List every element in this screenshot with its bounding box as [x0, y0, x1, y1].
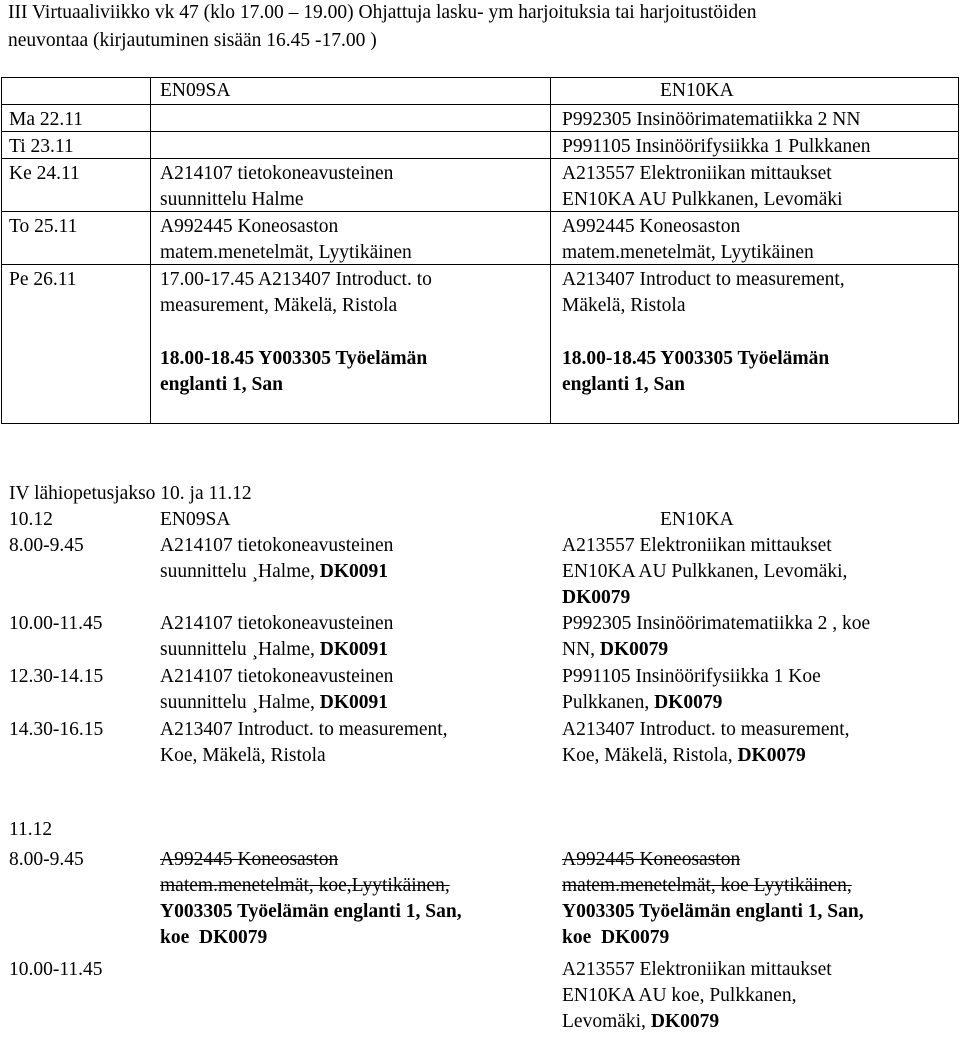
col-header-en10ka: EN10KA: [660, 509, 734, 530]
time-label: 8.00-9.45: [9, 849, 84, 870]
entry-text: P992305 Insinöörimatematiikka 2 NN: [562, 109, 861, 130]
entry-text: A992445 Koneosaston: [562, 216, 741, 237]
entry-text: Y003305 Työelämän englanti 1, San,: [160, 901, 462, 922]
entry-text: matem.menetelmät, Lyytikäinen: [160, 242, 412, 263]
heading-line-1: III Virtuaaliviikko vk 47 (klo 17.00 – 19.00) Ohjattuja lasku- ym harjoituksia tai harjoitustöiden: [8, 2, 757, 23]
day-monday: Ma 22.11: [9, 109, 84, 130]
cancelled-entry: A992445 Koneosaston: [160, 849, 339, 870]
day-tuesday: Ti 23.11: [9, 136, 74, 157]
entry-text: A992445 Koneosaston: [160, 216, 339, 237]
entry-text: suunnittelu ¸Halme, DK0091: [160, 692, 389, 713]
entry-text: P991105 Insinöörifysiikka 1 Koe: [562, 666, 821, 687]
entry-text: A213407 Introduct. to measurement,: [160, 719, 448, 740]
entry-text: 18.00-18.45 Y003305 Työelämän: [562, 348, 830, 369]
section-title: IV lähiopetusjakso 10. ja 11.12: [9, 483, 252, 504]
entry-text: A214107 tietokoneavusteinen: [160, 666, 394, 687]
day-thursday: To 25.11: [9, 216, 78, 237]
cancelled-entry: matem.menetelmät, koe,Lyytikäinen,: [160, 875, 450, 896]
entry-text: koe DK0079: [562, 927, 670, 948]
room-code: DK0079: [601, 927, 670, 948]
entry-text: suunnittelu ¸Halme, DK0091: [160, 639, 389, 660]
date-label: 10.12: [9, 509, 53, 530]
entry-text: EN10KA AU koe, Pulkkanen,: [562, 985, 797, 1006]
room-code: DK0079: [599, 639, 669, 660]
entry-text: measurement, Mäkelä, Ristola: [160, 295, 398, 316]
room-code: DK0091: [319, 561, 389, 582]
col-header-en09sa: EN09SA: [160, 80, 231, 101]
heading-line-2: neuvontaa (kirjautuminen sisään 16.45 -17.00 ): [8, 30, 377, 51]
entry-text: EN10KA AU Pulkkanen, Levomäki: [562, 189, 843, 210]
col-header-en10ka: EN10KA: [660, 80, 734, 101]
entry-text: A213407 Introduct to measurement,: [562, 269, 845, 290]
entry-text: Y003305 Työelämän englanti 1, San,: [562, 901, 864, 922]
entry-text: suunnittelu Halme: [160, 189, 304, 210]
entry-text: Koe, Mäkelä, Ristola: [160, 745, 326, 766]
room-code: DK0091: [319, 692, 389, 713]
cancelled-entry: matem.menetelmät, koe Lyytikäinen,: [562, 875, 852, 896]
date-label: 11.12: [9, 819, 53, 840]
entry-text: A214107 tietokoneavusteinen: [160, 535, 394, 556]
room-code: DK0079: [199, 927, 268, 948]
day-wednesday: Ke 24.11: [9, 163, 80, 184]
entry-text: matem.menetelmät, Lyytikäinen: [562, 242, 814, 263]
col-header-en09sa: EN09SA: [160, 509, 231, 530]
time-label: 10.00-11.45: [9, 959, 103, 980]
time-label: 14.30-16.15: [9, 719, 104, 740]
entry-text: englanti 1, San: [562, 374, 685, 395]
entry-text: A213407 Introduct. to measurement,: [562, 719, 850, 740]
day-friday: Pe 26.11: [9, 269, 77, 290]
entry-text: A213557 Elektroniikan mittaukset: [562, 163, 832, 184]
time-label: 12.30-14.15: [9, 666, 104, 687]
entry-text: A213557 Elektroniikan mittaukset: [562, 959, 832, 980]
entry-text: EN10KA AU Pulkkanen, Levomäki,: [562, 561, 848, 582]
time-label: 8.00-9.45: [9, 535, 84, 556]
entry-text: Pulkkanen, DK0079: [562, 692, 723, 713]
room-code: DK0079: [650, 1011, 720, 1032]
entry-text: 17.00-17.45 A213407 Introduct. to: [160, 269, 432, 290]
entry-text: NN, DK0079: [562, 639, 669, 660]
entry-text: A214107 tietokoneavusteinen: [160, 613, 394, 634]
entry-text: A213557 Elektroniikan mittaukset: [562, 535, 832, 556]
cancelled-entry: A992445 Koneosaston: [562, 849, 741, 870]
entry-text: Mäkelä, Ristola: [562, 295, 686, 316]
entry-text: englanti 1, San: [160, 374, 283, 395]
entry-text: P992305 Insinöörimatematiikka 2 , koe: [562, 613, 871, 634]
entry-text: 18.00-18.45 Y003305 Työelämän: [160, 348, 428, 369]
time-label: 10.00-11.45: [9, 613, 103, 634]
room-code: DK0079: [562, 587, 631, 608]
entry-text: suunnittelu ¸Halme, DK0091: [160, 561, 389, 582]
entry-text: koe DK0079: [160, 927, 268, 948]
entry-text: Levomäki, DK0079: [562, 1011, 720, 1032]
room-code: DK0079: [737, 745, 806, 766]
room-code: DK0079: [654, 692, 723, 713]
room-code: DK0091: [319, 639, 389, 660]
entry-text: P991105 Insinöörifysiikka 1 Pulkkanen: [562, 136, 871, 157]
entry-text: A214107 tietokoneavusteinen: [160, 163, 394, 184]
entry-text: Koe, Mäkelä, Ristola, DK0079: [562, 745, 806, 766]
